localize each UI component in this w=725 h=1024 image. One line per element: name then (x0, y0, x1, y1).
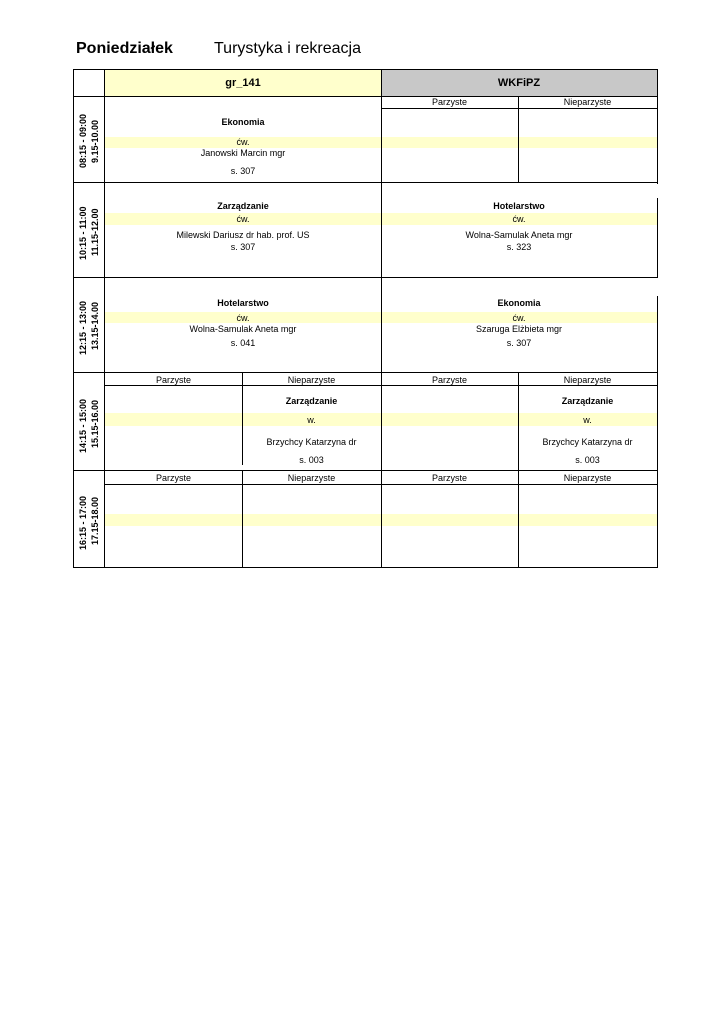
class-room: s. 041 (230, 338, 256, 348)
time-slot-3-b: 13.15-14.00 (90, 301, 100, 350)
class-teacher: Wolna-Samulak Aneta mgr (465, 230, 573, 240)
class-room: s. 307 (230, 166, 256, 176)
group-header-wkfipz: WKFiPZ (497, 77, 541, 89)
time-slot-2-b: 11.15-12.00 (90, 208, 100, 256)
parity-even: Parzyste (431, 473, 467, 483)
class-subject: Ekonomia (221, 117, 265, 127)
time-slot-5-a: 16:15 - 17:00 (78, 495, 88, 550)
class-subject: Hotelarstwo (493, 201, 545, 211)
class-room: s. 307 (230, 242, 256, 252)
program-title: Turystyka i rekreacja (214, 40, 361, 57)
group-header-gr141: gr_141 (225, 77, 261, 89)
parity-even: Parzyste (431, 375, 467, 385)
parity-odd: Nieparzyste (563, 473, 612, 483)
class-teacher: Szaruga Elżbieta mgr (475, 324, 563, 334)
class-teacher: Wolna-Samulak Aneta mgr (189, 324, 297, 334)
class-type: ćw. (236, 313, 250, 323)
time-slot-1-b: 9.15-10.00 (90, 119, 100, 163)
class-subject: Zarządzanie (561, 396, 614, 406)
day-title: Poniedziałek (76, 40, 173, 57)
class-type: ćw. (512, 313, 526, 323)
parity-even: Parzyste (431, 97, 467, 107)
class-type: ćw. (236, 214, 250, 224)
class-type: ćw. (512, 214, 526, 224)
time-slot-2-a: 10:15 - 11:00 (78, 206, 88, 260)
class-subject: Hotelarstwo (217, 298, 269, 308)
class-subject: Zarządzanie (285, 396, 338, 406)
class-type: ćw. (236, 137, 250, 147)
time-slot-1-a: 08:15 - 09:00 (78, 113, 88, 168)
class-room: s. 323 (506, 242, 532, 252)
parity-odd: Nieparzyste (287, 375, 336, 385)
parity-even: Parzyste (155, 473, 191, 483)
parity-odd: Nieparzyste (563, 97, 612, 107)
class-room: s. 003 (575, 455, 600, 465)
class-teacher: Brzychcy Katarzyna dr (266, 437, 357, 447)
time-slot-4-b: 15.15-16.00 (90, 399, 100, 448)
class-room: s. 003 (299, 455, 324, 465)
time-slot-4-a: 14:15 - 15:00 (78, 398, 88, 453)
class-subject: Zarządzanie (217, 201, 269, 211)
class-teacher: Milewski Dariusz dr hab. prof. US (176, 230, 310, 240)
parity-odd: Nieparzyste (287, 473, 336, 483)
class-type: w. (307, 415, 316, 425)
class-subject: Ekonomia (497, 298, 541, 308)
time-slot-3-a: 12:15 - 13:00 (78, 300, 88, 355)
parity-odd: Nieparzyste (563, 375, 612, 385)
class-type: w. (583, 415, 592, 425)
class-teacher: Janowski Marcin mgr (200, 148, 286, 158)
class-room: s. 307 (506, 338, 532, 348)
parity-even: Parzyste (155, 375, 191, 385)
time-slot-5-b: 17.15-18.00 (90, 496, 100, 545)
class-teacher: Brzychcy Katarzyna dr (542, 437, 633, 447)
